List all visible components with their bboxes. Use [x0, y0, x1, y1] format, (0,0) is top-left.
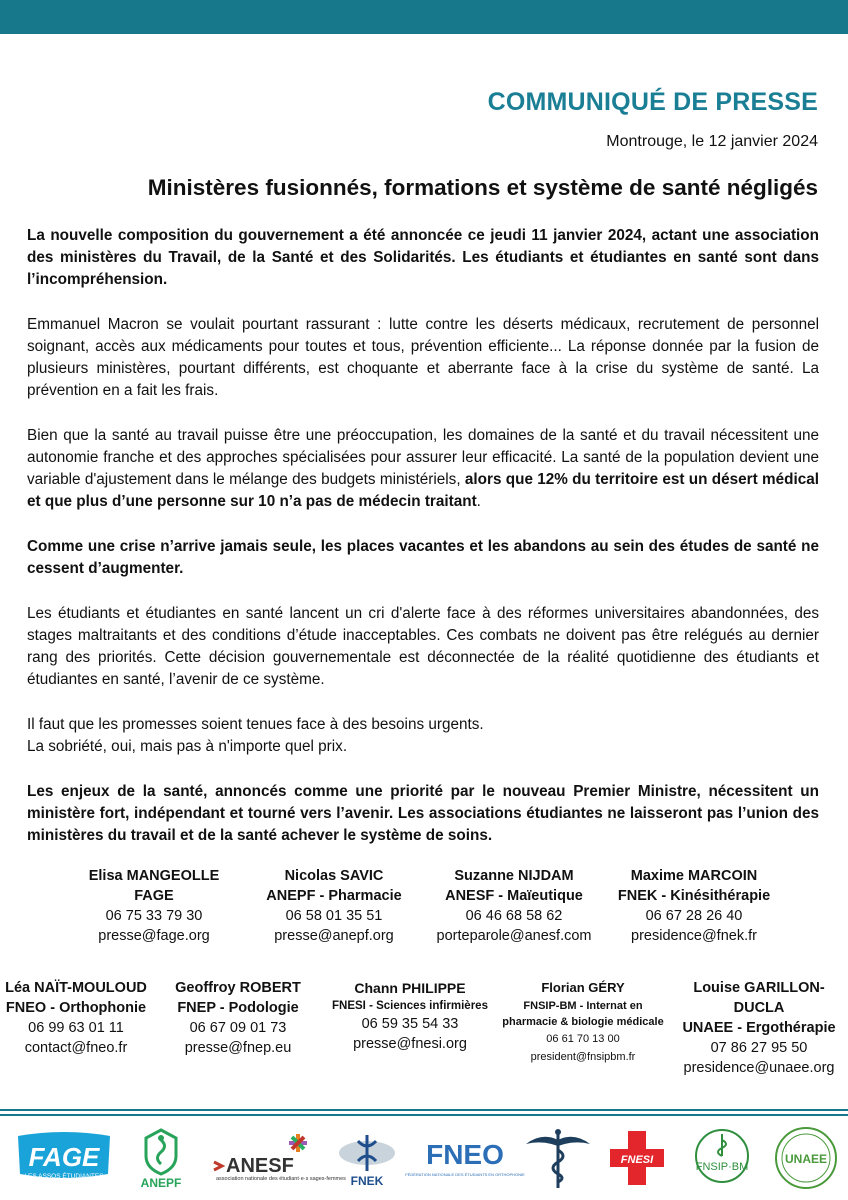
fneo-logo — [405, 1124, 525, 1192]
contact-phone[interactable]: 06 58 01 35 51 — [285, 908, 383, 924]
contact-org: FNEK - Kinésithérapie — [617, 888, 771, 904]
contact-org: FNEP - Podologie — [177, 1000, 299, 1016]
contact-card — [324, 978, 496, 1078]
contact-phone[interactable]: 06 99 63 01 11 — [28, 1020, 124, 1036]
press-release-body — [27, 225, 819, 870]
anesf-logo-text: ANESF — [226, 1155, 294, 1177]
contact-phone[interactable]: 06 61 70 13 00 — [546, 1033, 620, 1045]
contact-phone[interactable]: 06 46 68 58 62 — [465, 908, 563, 924]
fage-logo-tagline: LES ASSOS ÉTUDIANTES — [24, 1173, 104, 1180]
fnek-logo — [334, 1124, 400, 1192]
partner-logos — [0, 1124, 848, 1192]
paragraph-3-end: . — [476, 493, 481, 510]
paragraph-3-bold: alors que 12% du territoire est un désert médical et que plus d’une personne sur 10 n’a pas de médecin traitant — [27, 471, 819, 510]
contact-name: Maxime MARCOIN — [630, 868, 758, 884]
contact-phone[interactable]: 06 67 28 26 40 — [645, 908, 743, 924]
contact-org: FAGE — [134, 888, 174, 904]
contact-card — [424, 866, 604, 946]
footer-divider — [0, 1109, 848, 1111]
paragraph-4: Comme une crise n’arrive jamais seule, les places vacantes et les abandons au sein des études de santé ne cessent d’augmenter. — [27, 538, 819, 577]
fage-logo — [12, 1124, 116, 1192]
footer-divider — [0, 1114, 848, 1116]
contact-card — [244, 866, 424, 946]
contact-card — [604, 866, 784, 946]
contact-name: Chann PHILIPPE — [354, 980, 466, 996]
contact-email[interactable]: presse@fage.org — [98, 928, 210, 944]
contact-org: FNSIP-BM - Internat en pharmacie & biologie médicale — [502, 1000, 664, 1028]
contact-card — [0, 978, 152, 1078]
paragraph-6b: La sobriété, oui, mais pas à n'importe quel prix. — [27, 738, 348, 755]
contact-email[interactable]: contact@fneo.fr — [24, 1040, 128, 1056]
contact-name: Elisa MANGEOLLE — [88, 868, 220, 884]
contact-phone[interactable]: 06 75 33 79 30 — [105, 908, 203, 924]
fnep-caduceus-logo — [520, 1124, 596, 1192]
contact-name: Nicolas SAVIC — [284, 868, 384, 884]
contact-name: Léa NAÏT-MOULOUD — [5, 980, 147, 996]
anepf-logo-text: ANEPF — [140, 1176, 182, 1190]
contact-email[interactable]: porteparole@anesf.com — [436, 928, 592, 944]
dateline: Montrouge, le 12 janvier 2024 — [606, 133, 818, 150]
contact-org: ANEPF - Pharmacie — [266, 888, 402, 904]
contact-name: Louise GARILLON-DUCLA — [693, 980, 825, 1016]
contacts-row-1 — [64, 866, 784, 946]
contact-email[interactable]: presse@fnep.eu — [184, 1040, 292, 1056]
contact-card — [152, 978, 324, 1078]
contact-email[interactable]: presse@fnesi.org — [353, 1036, 467, 1052]
paragraph-5: Les étudiants et étudiantes en santé lancent un cri d'alerte face à des réformes universitaires abandonnées, des stages maltraitants et des conditions d’étude inacceptables. Ces combats ne doivent pas être relégués au dernier rang des priorités. Cette décision gouvernementale est déconnectée de la réalité quotidienne des étudiants et étudiantes en santé, l’avenir de ce système. — [27, 605, 819, 688]
contact-card — [670, 978, 848, 1078]
contact-email[interactable]: president@fnsipbm.fr — [530, 1051, 636, 1063]
paragraph-6a: Il faut que les promesses soient tenues face à des besoins urgents. — [27, 716, 484, 733]
contact-card — [64, 866, 244, 946]
contact-email[interactable]: presidence@unaee.org — [683, 1060, 835, 1076]
fnesi-logo-text: FNESI — [620, 1154, 654, 1166]
paragraph-2: Emmanuel Macron se voulait pourtant rassurant : lutte contre les déserts médicaux, recrutement de personnel soignant, accès aux médicaments pour toutes et tous, prévention efficiente... La réponse donnée par la fusion de plusieurs ministères, pourtant différents, est choquante et aberrante face à la crise du système de santé. La prévention en a fait les frais. — [27, 316, 819, 399]
fneo-logo-text: FNEO — [426, 1139, 504, 1170]
contact-phone[interactable]: 06 67 09 01 73 — [189, 1020, 287, 1036]
contact-name: Florian GÉRY — [541, 980, 625, 995]
contacts-row-2 — [0, 978, 848, 1078]
anesf-logo — [208, 1124, 346, 1192]
anepf-logo — [128, 1124, 194, 1192]
paragraph-3-text: Bien que la santé au travail puisse être une préoccupation, les domaines de la santé et du travail nécessitent une autonomie franche et des approches spécialisées pour assurer leur efficacité. La santé de la population devient une variable d'ajustement dans le mélange des budgets ministériels, — [27, 427, 819, 488]
contact-org: FNEO - Orthophonie — [5, 1000, 147, 1016]
contact-org: FNESI - Sciences infirmières — [332, 1000, 488, 1012]
top-banner — [0, 0, 848, 34]
fage-logo-text: FAGE — [28, 1142, 100, 1172]
paragraph-3 — [27, 425, 819, 513]
contact-name: Geoffroy ROBERT — [175, 980, 301, 996]
fnek-logo-text: FNEK — [350, 1174, 384, 1188]
contact-org: ANESF - Maïeutique — [445, 888, 583, 904]
unaee-logo — [772, 1124, 840, 1192]
fneo-logo-tagline: FÉDÉRATION NATIONALE DES ÉTUDIANTS EN ORTHOPHONIE — [405, 1172, 525, 1177]
paragraph-conclusion: Les enjeux de la santé, annoncés comme une priorité par le nouveau Premier Ministre, nécessitent un ministère fort, indépendant et tourné vers l’avenir. Les associations étudiantes ne laisseront pas l’union des ministères du travail et de la santé achever le système de soins. — [27, 783, 819, 844]
contact-email[interactable]: presse@anepf.org — [274, 928, 394, 944]
fnsipbm-logo — [680, 1124, 764, 1192]
paragraph-intro: La nouvelle composition du gouvernement a été annoncée ce jeudi 11 janvier 2024, actant une association des ministères du Travail, de la Santé et des Solidarités. Les étudiants et étudiantes en santé sont dans l’incompréhension. — [27, 227, 819, 288]
fnesi-logo — [606, 1124, 668, 1192]
unaee-logo-text: UNAEE — [784, 1152, 828, 1166]
press-release-title: COMMUNIQUÉ DE PRESSE — [487, 88, 818, 116]
contact-email[interactable]: presidence@fnek.fr — [631, 928, 757, 944]
contact-phone[interactable]: 06 59 35 54 33 — [361, 1016, 459, 1032]
headline: Ministères fusionnés, formations et système de santé négligés — [147, 175, 818, 200]
contact-org: UNAEE - Ergothérapie — [682, 1020, 836, 1036]
fnsipbm-logo-text: FNSIP·BM — [695, 1161, 749, 1173]
contact-phone[interactable]: 07 86 27 95 50 — [710, 1040, 808, 1056]
contact-card — [496, 978, 670, 1078]
anesf-logo-tagline: association nationale des étudiant·e·s sages-femmes — [216, 1176, 346, 1182]
contact-name: Suzanne NIJDAM — [454, 868, 574, 884]
